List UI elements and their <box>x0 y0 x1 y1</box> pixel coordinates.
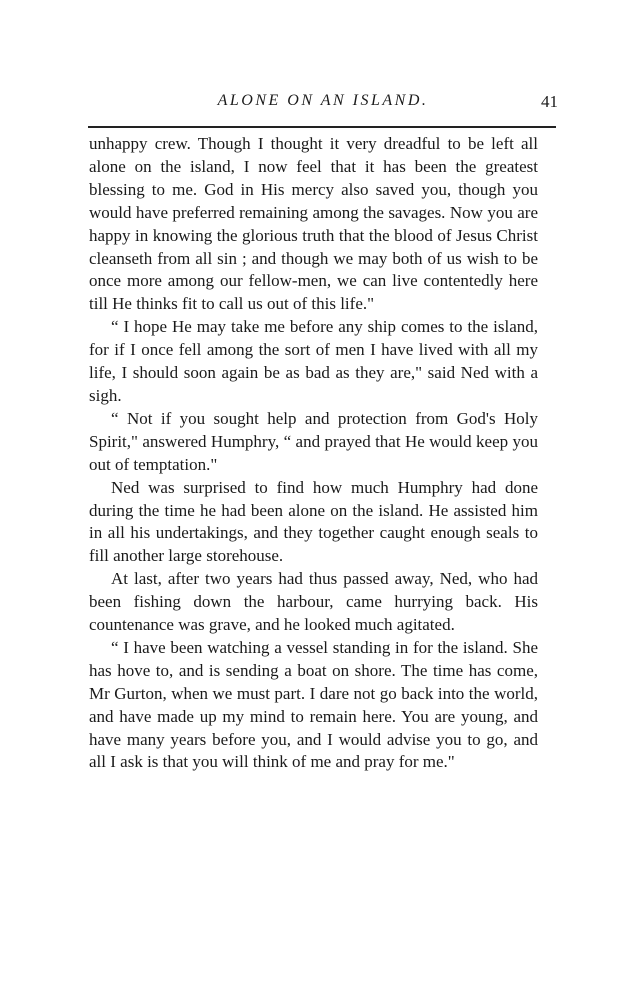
body-text <box>89 133 538 774</box>
running-title: ALONE ON AN ISLAND. <box>217 92 429 109</box>
page-number: 41 <box>541 92 558 111</box>
paragraph: “ I have been watching a vessel standing in for the island. She has hove to, and is sending a boat on shore. The time has come, Mr Gurton, when we must part. I dare not go back into the world, and have made up my mind to remain here. You are young, and have many years before you, and I would advise you to go, and all I ask is that you will think of me and pray for me." <box>89 637 538 772</box>
paragraph: “ I hope He may take me before any ship comes to the island, for if I once fell among the sort of men I have lived with all my life, I should soon again be as bad as they are," said Ned with a sigh. <box>89 317 538 405</box>
paragraph-continued: unhappy crew. Though I thought it very dreadful to be left all alone on the island, I now feel that it has been the greatest blessing to me. God in His mercy also saved you, though you would have preferred remaining among the savages. Now you are happy in knowing the glorious truth that the blood of Jesus Christ cleanseth from all sin ; and though we may both of us wish to be once more among our fellow-men, we can live contentedly here till He thinks fit to call us out of this life." <box>89 134 538 314</box>
paragraph: Ned was surprised to find how much Humphry had done during the time he had been alone on the island. He assisted him in all his undertakings, and they together caught enough seals to fill another large storehouse. <box>89 477 538 566</box>
paragraph: At last, after two years had thus passed away, Ned, who had been fishing down the harbour, came hurrying back. His countenance was grave, and he looked much agitated. <box>89 569 538 635</box>
running-head <box>88 92 558 116</box>
header-rule <box>88 126 556 128</box>
paragraph: “ Not if you sought help and protection from God's Holy Spirit," answered Humphry, “ and prayed that He would keep you out of temptation." <box>89 408 538 474</box>
